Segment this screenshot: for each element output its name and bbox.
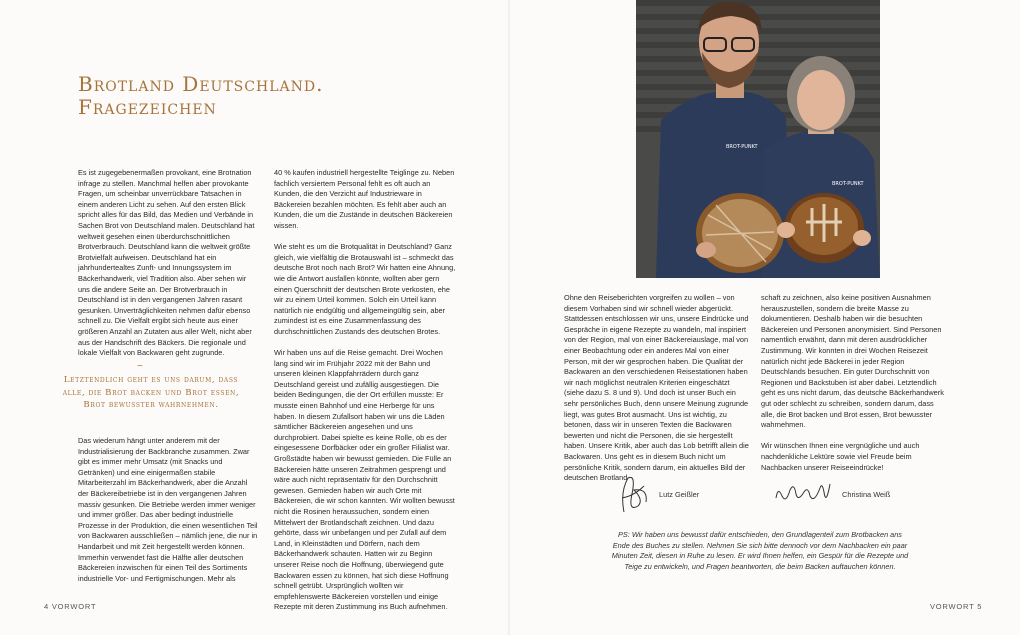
chapter-title-line2: Fragezeichen bbox=[78, 95, 217, 119]
postscript bbox=[610, 530, 910, 572]
paragraph: schaft zu zeichnen, also keine positiven Ausnahmen herauszustellen, sondern die breite Masse zu dokumentieren. Deshalb haben wir die besuchten Bäckereien und Personen anonymisiert. Sind Personen namentlich erwähnt, dann mit deren ausdrücklicher Zustimmung. Wir konnten in drei Wochen Reisezeit natürlich nicht jede Bäckerei in jeder Region Deutschlands besuchen. Ein guter Durchschnitt von Regionen und Backstuben ist aber dabei. Letztendlich geht es uns nicht darum, das deutsche Bäckerhandwerk gut oder schlecht zu schreiben, sondern darum, dass alle, die Brot backen und Brot essen, Brot bewusster wahrnehmen. bbox=[761, 293, 944, 430]
signature-lutz bbox=[614, 472, 654, 522]
page-folio-right: VORWORT 5 bbox=[930, 602, 983, 611]
bakers-photo bbox=[636, 0, 880, 278]
quote-ornament: ~ bbox=[137, 361, 143, 372]
left-column-1-top bbox=[78, 168, 260, 369]
paragraph: Das wiederum hängt unter anderem mit der Industrialisierung der Backbranche zusammen. Zwar gibt es immer mehr Umsatz (mit Snacks und Getränken) und eine einigermaßen stabile Mitarbeiterzahl im Bäckerhandwerk, aber die Anzahl der Bäckereibetriebe ist in den vergangenen Jahren massiv gesunken. Die Betriebe werden immer weniger und immer größer. Das aber bedingt industrielle Prozesse in der Produktion, die einen wesentlichen Teil von Backwaren ausschließen – nämlich jene, die nur in Handarbeit und mit Zeit hergestellt werden können. Immerhin verwendet fast die Hälfte aller deutschen Bäckereien inzwischen für einen Teil des Sortiments industrielle Vor- und Fertigmischungen. Mehr als bbox=[78, 436, 258, 583]
paragraph: Ohne den Reiseberichten vorgreifen zu wollen – von diesem Vorhaben sind wir schnell wieder abgerückt. Stattdessen entschlossen wir uns, unsere Eindrücke und Gespräche in eigene Rezepte zu wandeln, mal inspiriert von der Region, mal von einer Bäckereiauslage, mal von einer Beobachtung oder ein anderes Mal von einer Person, mit der wir gesprochen haben. Die Qualität der Backwaren an den verschiedenen Reisestationen haben wir nach möglichst neutralen Kriterien eingeschätzt (siehe dazu S. 8 und 9). Und doch ist unser Buch ein sehr persönliches Buch, denn unsere Meinung zugrunde liegt, was gutes Brot ausmacht. Uns ist wichtig, zu betonen, dass wir in unseren Texten die Backwaren bewerten und nicht die Personen, die sie hergestellt haben. Unsere Kritik, aber auch das Lob betrifft allein die Backwaren. Uns geht es in diesem Buch nicht um persönliche Kritik, sondern darum, ein aktuelles Bild der deutschen Brotland- bbox=[564, 293, 749, 483]
left-column-1-bottom bbox=[78, 436, 260, 595]
chapter-title bbox=[78, 73, 438, 119]
ps-label: PS: bbox=[618, 530, 630, 539]
ps-text: Wir haben uns bewusst dafür entschieden, den Grundlagenteil zum Brotbacken ans Ende des Buches zu stellen. Nehmen Sie sich bitte dennoch vor dem Nachbacken ein paar Minuten Zeit, diesen in Ruhe zu lesen. Er wird Ihnen helfen, ein Gespür für die Rezepte und Teige zu entwickeln, und Fragen beantworten, die beim Backen auftauchen können. bbox=[611, 530, 909, 571]
paragraph: Wir haben uns auf die Reise gemacht. Drei Wochen lang sind wir im Frühjahr 2022 mit der Bahn und unseren kleinen Klappfahrrädern durch ganz Deutschland gereist und zufällig ausgestiegen. Die beiden Bedingungen, die der Ort erfüllen musste: Er musste einen Bahnhof und eine Herberge für uns haben. In diesem Zufallsort haben wir uns die Läden sämtlicher Bäckereien angesehen und uns durchprobiert. Dabei spielte es keine Rolle, ob es der eingesessene Dorfbäcker oder ein großer Filialist war. Großstädte haben wir bewusst gemieden. Die Fülle an Bäckereien hätte unseren Zeitrahmen gesprengt und wäre auch nicht repräsentativ für den Durchschnitt gewesen. Gemieden haben wir auch Orte mit Bäckereien, die wir schon kannten. Wir wollten bewusst nicht die Rosinen heraussuchen, sondern einen Mittelwert der Brotlandschaft zeichnen. Und dazu gehörte, dass wir unbefangen und per Zufall auf dem Land, in Kleinstädten und Dörfern, nach dem Bäckerhandwerk schauten. Hatten wir zu Beginn unserer Reise noch die Hoffnung, überwiegend gute Backwaren essen zu können, hat sich diese Hoffnung schnell getrübt. Ursprünglich wollten wir empfehlenswerte Bäckereien vorstellen und einige Rezepte mit deren Zustimmung ins Buch aufnehmen. bbox=[274, 348, 455, 612]
pull-quote: Letztendlich geht es uns darum, dass alle, die Brot backen und Brot essen, Brot bewusster wahrnehmen. bbox=[62, 375, 240, 410]
paragraph: Wir wünschen Ihnen eine vergnügliche und auch nachdenkliche Lektüre sowie viel Freude beim Nachbacken unserer Reiseeindrücke! bbox=[761, 441, 920, 472]
right-column-1 bbox=[564, 293, 750, 494]
signature-name-2: Christina Weiß bbox=[842, 490, 891, 499]
right-column-2 bbox=[761, 293, 947, 484]
svg-text:BROT-PUNKT: BROT-PUNKT bbox=[726, 144, 758, 150]
page-folio-left: 4 VORWORT bbox=[44, 602, 97, 611]
right-page bbox=[510, 0, 1020, 635]
signature-name-1: Lutz Geißler bbox=[659, 490, 700, 499]
left-column-2 bbox=[274, 168, 456, 624]
signature-christina bbox=[772, 478, 840, 510]
svg-text:BROT-PUNKT: BROT-PUNKT bbox=[832, 181, 864, 187]
paragraph: 40 % kaufen industriell hergestellte Teiglinge zu. Neben fachlich versiertem Personal fehlt es oft auch an Kunden, die den Verzicht auf Industrieware in Bäckereien bezahlen möchten. Es fehlt aber auch an Kunden, die um die Zustände in deutschen Bäckereien wissen. bbox=[274, 168, 455, 230]
paragraph: Es ist zugegebenermaßen provokant, eine Brotnation infrage zu stellen. Manchmal helfen aber provokante Fragen, um scheinbar unverrückbare Tatsachen in einem anderen Licht zu sehen. Auf den ersten Blick spricht alles für das Bild, das Medien und Verbände in Sachen Brot von Deutschland malen. Deutschland hat weltweit gesehen einen überdurchschnittlichen Brotverbrauch. Deutschland kann die weltweit größte Brotvielfalt aufweisen. Deutschland hat ein jahrhundertealtes Zunft- und Innungssystem im Bäckerhandwerk, viel Tradition also. Aber sehen wir uns die andere Seite an. Der Brotverbrauch in Deutschland ist in den vergangenen Jahren rasant gesunken. Unverträglichkeiten nehmen dafür ebenso schnell zu. Die Vielfalt ergibt sich heute aus einer größeren Anzahl an Zutaten aus aller Welt, nicht aber aus der Handschrift des Bäckers. Die regionale und lokale Vielfalt von Backwaren geht zugrunde. bbox=[78, 168, 255, 358]
paragraph: Wie steht es um die Brotqualität in Deutschland? Ganz gleich, wie vielfältig die Brotauswahl ist – schmeckt das deutsche Brot noch nach Brot? Wir hatten eine Ahnung, wie die Antwort ausfallen könnte, wollten aber gern einen Querschnitt der deutschen Brote verkosten, ehe wir zu einem Urteil kommen. Solch ein Urteil kann natürlich nie endgültig und allgemeingültig sein, aber zumindest ist es eine Zusammenfassung des durchschnittlichen Zustands des deutschen Brotes. bbox=[274, 242, 456, 336]
chapter-title-line1: Brotland Deutschland. bbox=[78, 72, 324, 96]
